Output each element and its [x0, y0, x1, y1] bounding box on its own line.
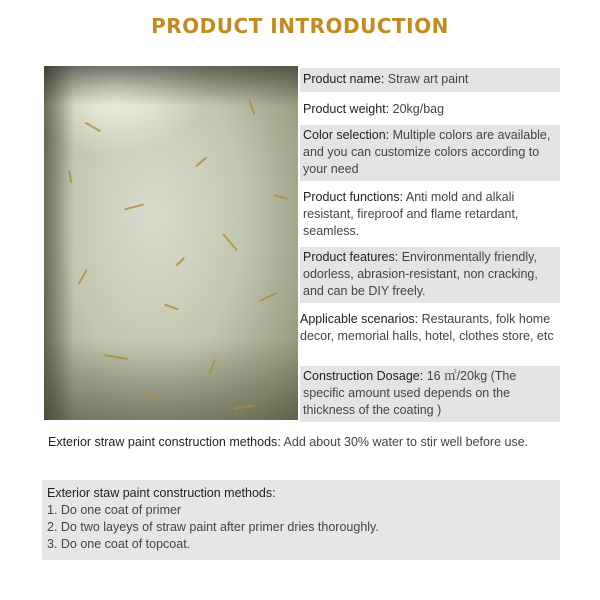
- photo-shadow-top: [44, 66, 298, 106]
- straw-fiber: [78, 269, 88, 284]
- spec-construction-dosage: [300, 366, 560, 422]
- spec-value: 16 ㎡/20kg (The specific amount used depends on the thickness of the coating ): [303, 369, 517, 417]
- note-label: Exterior straw paint construction methods:: [48, 435, 281, 449]
- method-step: 3. Do one coat of topcoat.: [47, 537, 191, 551]
- straw-fiber: [195, 157, 207, 167]
- spec-applicable-scenarios: [297, 309, 557, 363]
- spec-label: Product features:: [303, 250, 399, 264]
- straw-fiber: [222, 233, 237, 251]
- straw-fiber: [124, 203, 144, 210]
- spec-value: Anti mold and alkali resistant, fireproof and flame retardant, seamless.: [303, 190, 519, 238]
- spec-product-name: [300, 68, 560, 92]
- straw-fiber: [274, 194, 288, 199]
- spec-label: Product weight:: [303, 102, 390, 116]
- product-photo: [44, 66, 298, 420]
- straw-fiber: [164, 303, 179, 310]
- page-title: PRODUCT INTRODUCTION: [151, 14, 449, 38]
- spec-label: Color selection:: [303, 128, 390, 142]
- spec-value: 20kg/bag: [392, 102, 445, 116]
- spec-label: Construction Dosage:: [303, 369, 424, 383]
- spec-product-features: [300, 247, 560, 303]
- method-step: 1. Do one coat of primer: [47, 503, 182, 517]
- straw-fiber: [85, 122, 101, 132]
- methods-heading: Exterior staw paint construction methods:: [47, 486, 276, 500]
- spec-product-functions: [300, 187, 560, 243]
- spec-product-weight: [300, 99, 560, 121]
- photo-shadow-bottom: [44, 340, 298, 420]
- spec-label: Product name:: [303, 72, 385, 86]
- straw-fiber: [175, 257, 185, 267]
- construction-methods-box: [42, 480, 560, 560]
- straw-fiber: [260, 292, 277, 301]
- spec-value: Environmentally friendly, odorless, abrasion-resistant, non cracking, and can be DIY freely.: [303, 250, 538, 298]
- spec-value: Restaurants, folk home decor, memorial halls, hotel, clothes store, etc: [300, 312, 554, 343]
- spec-color-selection: [300, 125, 560, 181]
- method-step: 2. Do two layeys of straw paint after primer dries thoroughly.: [47, 520, 379, 534]
- spec-value: Multiple colors are available, and you can customize colors according to your need: [303, 128, 551, 176]
- spec-label: Product functions:: [303, 190, 404, 204]
- exterior-construction-note: [48, 434, 560, 451]
- spec-value: Straw art paint: [387, 72, 469, 86]
- spec-label: Applicable scenarios:: [300, 312, 419, 326]
- note-value: Add about 30% water to stir well before use.: [283, 435, 529, 449]
